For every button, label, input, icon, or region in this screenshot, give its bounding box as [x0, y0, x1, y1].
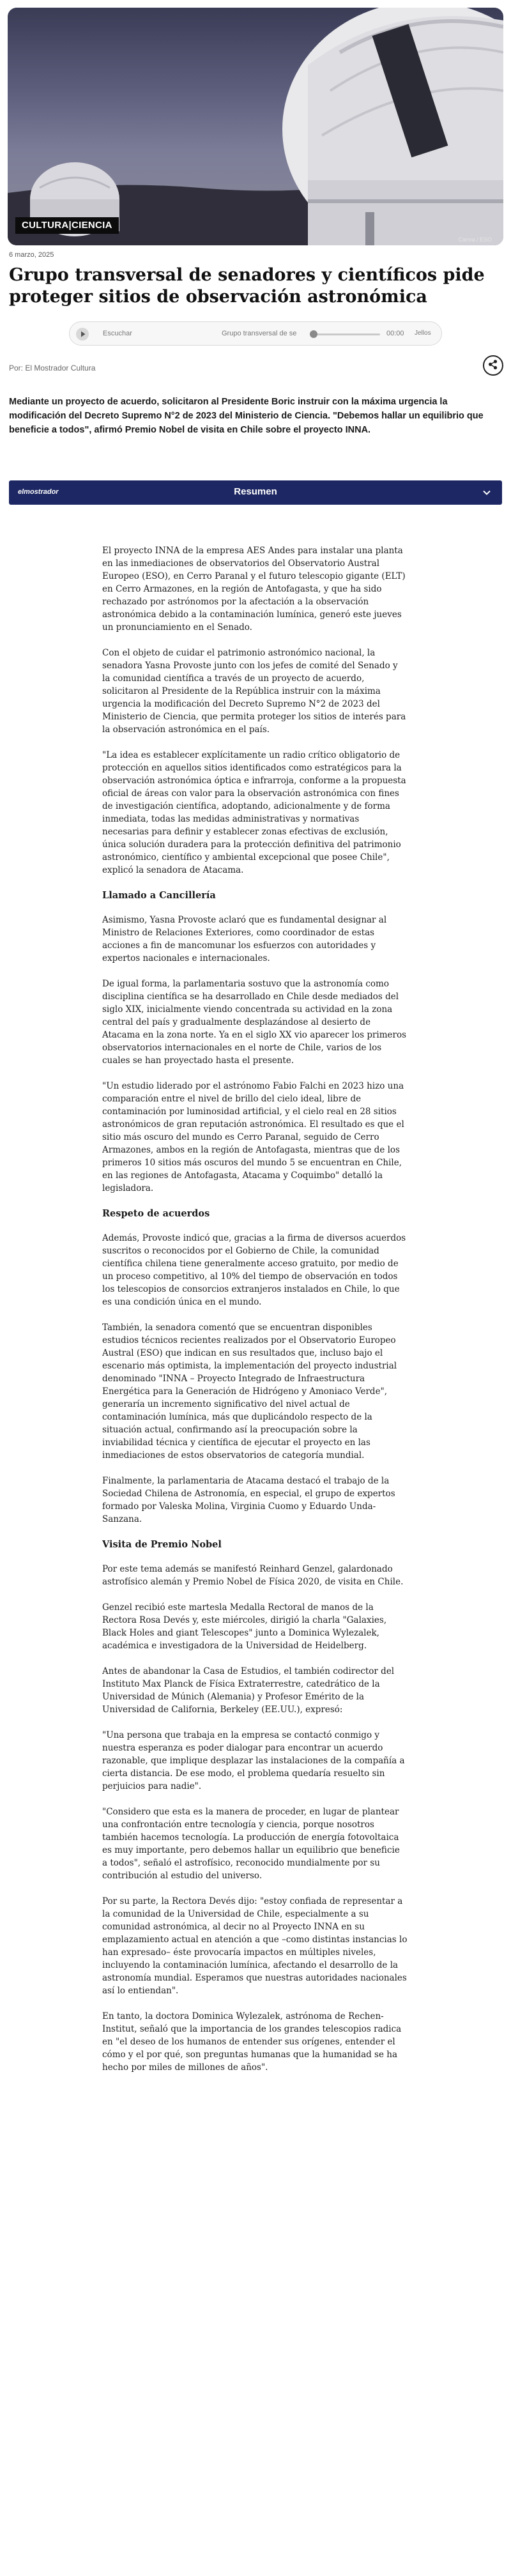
paragraph: De igual forma, la parlamentaria sostuvo que la astronomía como disciplina científica se ha desarrollado en Chile desde mediados del siglo XIX, inicialmente viendo concentrada su actividad en la zona central del país y gradualmente desplazándose al desierto de Atacama en la zona norte. Ya en el siglo XX vio aparecer los primeros observatorios internacionales en el norte de Chile, varios de los cuales se han proyectado hasta el presente. [102, 979, 407, 1066]
publish-date: 6 marzo, 2025 [9, 251, 54, 259]
share-icon[interactable] [483, 355, 503, 376]
observatory-illustration [8, 8, 503, 245]
paragraph: También, la senadora comentó que se encuentran disponibles estudios técnicos recientes realizados por el Observatorio Europeo Austral (ESO) que indican en sus resultados que, incluso bajo el escenario más optimista, la implementación del proyecto industrial denominado "INNA – Proyecto Integrado de Infraestructura Energética para la Generación de Hidrógeno y Amoniaco Verde", generaría un incremento significativo del nivel actual de contaminación lumínica, más que duplicándolo respecto de la situación actual, confirmando así la preocupación sobre la inviabilidad técnica y científica de ejecutar el proyecto en las inmediaciones de estos observatorios de categoría mundial. [102, 1322, 397, 1460]
progress-bar[interactable] [311, 334, 380, 335]
author-byline[interactable]: Por: El Mostrador Cultura [9, 364, 96, 372]
listen-label: Escuchar [103, 330, 132, 337]
progress-handle[interactable] [310, 330, 317, 338]
paragraph: Por su parte, la Rectora Devés dijo: "estoy confiada de representar a la comunidad de la Universidad de Chile, especialmente a su comunidad astronómica, al decir no al Proyecto INNA en su emplazamiento actual en atención a que –como distintas instancias lo han expresado– éste provocaría impactos en múltiples niveles, incluyendo la contaminación lumínica, afectando el desarrollo de la astronomía mundial. Esperamos que nuestras autoridades nacionales así lo entiendan". [102, 1896, 408, 1996]
category-badge[interactable]: CULTURA|CIENCIA [15, 217, 119, 234]
summary-toggle[interactable] [9, 480, 502, 505]
paragraph: "Una persona que trabaja en la empresa se contactó conmigo y nuestra esperanza es poder dialogar para encontrar un acuerdo razonable, que implique desplazar las instalaciones de la compañía a cierta distancia. De ese modo, el problema quedaría resuelto sin perjuicios para nadie". [102, 1730, 405, 1791]
paragraph: Antes de abandonar la Casa de Estudios, el también codirector del Instituto Max Planck de Física Extraterrestre, catedrático de la Universidad de Múnich (Alemania) y Profesor Emérito de la Universidad de California, Berkeley (EE.UU.), expresó: [102, 1666, 395, 1715]
play-icon[interactable] [76, 328, 89, 341]
section-heading: Llamado a Cancillería [102, 890, 216, 901]
speaker-label[interactable]: Jellos [415, 330, 431, 337]
paragraph: Genzel recibió este martesla Medalla Rectoral de manos de la Rectora Rosa Devés y, este miércoles, dirigió la charla "Galaxies, Black Holes and giant Telescopes" junto a Dominica Wylezalek, académica e investigadora de la Universidad de Heidelberg. [102, 1602, 387, 1651]
paragraph: El proyecto INNA de la empresa AES Andes para instalar una planta en las inmediaciones de observatorios del Observatorio Austral Europeo (ESO), en Cerro Paranal y el futuro telescopio gigante (ELT) en Cerro Armazones, en la región de Antofagasta, y que ha sido rechazado por astrónomos por la afectación a la observación astronómica debido a la contaminación lumínica, generó este jueves un pronunciamiento en el Senado. [102, 546, 406, 632]
hero-image [8, 8, 503, 245]
article-title: Grupo transversal de senadores y científicos pide proteger sitios de observación astronómica [9, 265, 485, 307]
paragraph: "La idea es establecer explícitamente un radio crítico obligatorio de protección en aquellos sitios identificados como estratégicos para la observación astronómica óptica e infrarroja, conforme a la propuesta oficial de áreas con valor para la observación astronómica con fines de investigación científica, adoptando, adicionalmente y de forma inmediata, todas las medidas administrativas y normativas necesarias para definir y establecer zonas efectivas de exclusión, única solución duradera para la protección definitiva del patrimonio astronómico, científico y ambiental excepcional que posee Chile", explicó la senadora de Atacama. [102, 750, 406, 875]
audio-player [69, 321, 442, 346]
paragraph: Finalmente, la parlamentaria de Atacama destacó el trabajo de la Sociedad Chilena de Astronomía, en especial, el grupo de expertos formado por Valeska Molina, Virginia Cuomo y Eduardo Unda-Sanzana. [102, 1476, 395, 1524]
article-body [102, 544, 408, 2087]
paragraph: "Un estudio liderado por el astrónomo Fabio Falchi en 2023 hizo una comparación entre el nivel de brillo del cielo ideal, libre de contaminación por luminosidad artificial, y el cielo real en 28 sitios astronómicos de gran reputación astronómica. El resultado es que el sitio más oscuro del mundo es Cerro Paranal, seguido de Cerro Armazones, ambos en la región de Antofagasta, mientras que de los primeros 10 sitios más oscuros del mundo 5 se encuentran en Chile, en las regiones de Antofagasta, Atacama y Coquimbo" detalló la legisladora. [102, 1081, 404, 1193]
article-lead: Mediante un proyecto de acuerdo, solicitaron al Presidente Boric instruir con la máxima urgencia la modificación del Decreto Supremo N°2 de 2023 del Ministerio de Ciencia. "Debemos hallar un equilibrio que beneficie a todos", afirmó Premio Nobel de visita en Chile sobre el proyecto INNA. [9, 397, 484, 435]
player-time: 00:00 [386, 330, 404, 337]
paragraph: Por este tema además se manifestó Reinhard Genzel, galardonado astrofísico alemán y Premio Nobel de Física 2020, de visita en Chile. [102, 1564, 404, 1587]
summary-label: Resumen [234, 486, 277, 497]
chevron-down-icon [482, 487, 492, 498]
paragraph: Asimismo, Yasna Provoste aclaró que es fundamental designar al Ministro de Relaciones Exteriores, como coordinador de estas acciones a fin de mancomunar los esfuerzos con autoridades y expertos nacionales e internacionales. [102, 915, 387, 963]
brand-logo: elmostrador [18, 488, 59, 496]
image-credit: Canva / ESO [458, 236, 492, 243]
track-title: Grupo transversal de se [222, 330, 297, 337]
paragraph: Con el objeto de cuidar el patrimonio astronómico nacional, la senadora Yasna Provoste junto con los jefes de comité del Senado y la comunidad científica a través de un proyecto de acuerdo, solicitaron al Presidente de la República instruir con la máxima urgencia la modificación del Decreto Supremo N°2 de 2023 del Ministerio de Ciencia, que permita proteger los sitios de interés para la observación astronómica en el país. [102, 648, 406, 735]
paragraph: En tanto, la doctora Dominica Wylezalek, astrónoma de Rechen-Institut, señaló que la importancia de los grandes telescopios radica en "el deseo de los humanos de entender sus orígenes, entender el cómo y el por qué, son preguntas humanas que la humanidad se ha hecho por miles de millones de años". [102, 2011, 402, 2073]
section-heading: Visita de Premio Nobel [102, 1539, 222, 1550]
paragraph: "Considero que esta es la manera de proceder, en lugar de plantear una confrontación entre tecnología y ciencia, porque nosotros también hacemos tecnología. La producción de energía fotovoltaica es muy importante, pero debemos hallar un equilibrio que beneficie a todos", señaló el astrofísico, reconocido mundialmente por su contribución al estudio del universo. [102, 1807, 400, 1881]
section-heading: Respeto de acuerdos [102, 1208, 210, 1219]
paragraph: Además, Provoste indicó que, gracias a la firma de diversos acuerdos suscritos o reconocidos por el Gobierno de Chile, la comunidad científica chilena tiene generalmente acceso gratuito, por medio de un proceso competitivo, al 10% del tiempo de observación en todos los telescopios de consorcios extranjeros instalados en Chile, lo que es una condición única en el mundo. [102, 1233, 406, 1307]
